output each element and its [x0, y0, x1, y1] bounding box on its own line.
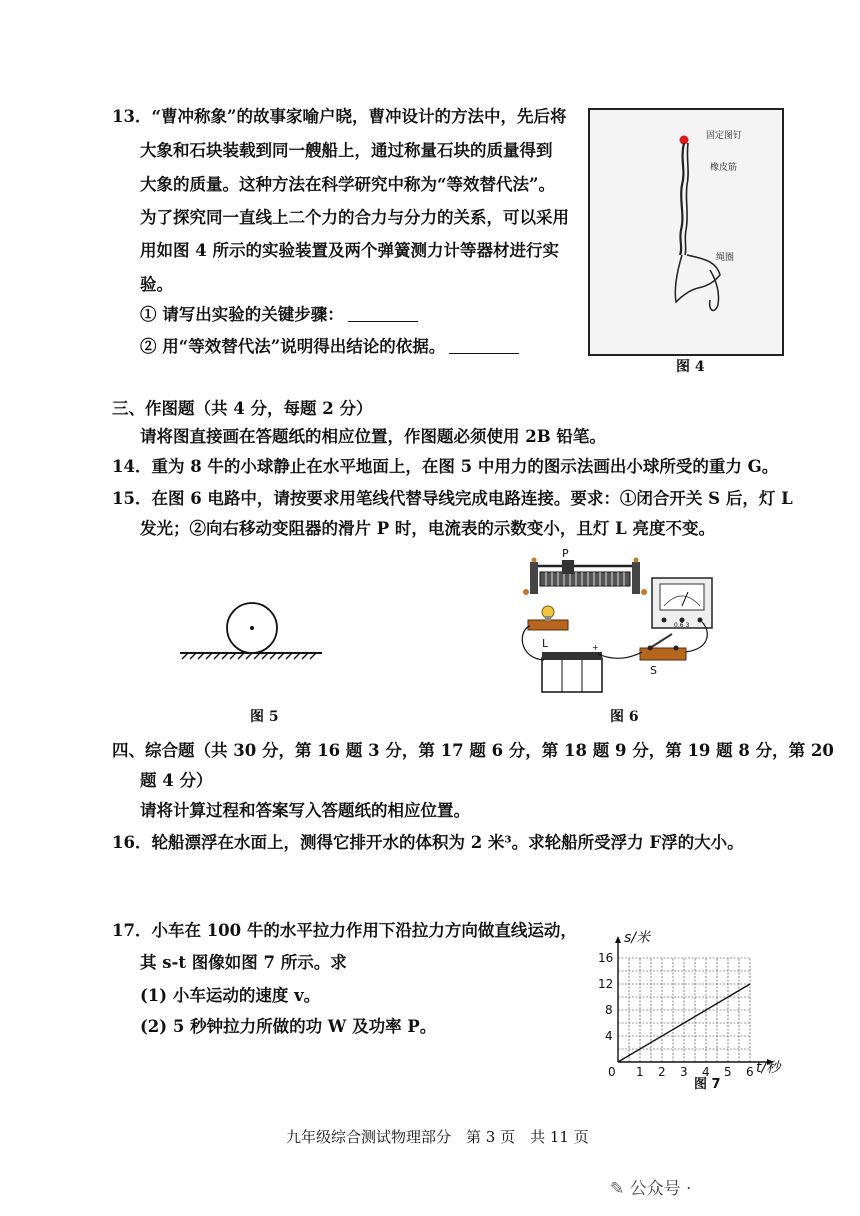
ball-center: [250, 626, 254, 630]
watermark-text: 公众号 ·: [629, 1179, 692, 1199]
q13-line-3: 大象的质量。这种方法在科学研究中称为“等效替代法”。: [140, 175, 555, 194]
rope-loop: [675, 255, 720, 302]
y-tick-label: 4: [605, 1029, 613, 1043]
svg-text:+: +: [592, 643, 599, 652]
figure-4-drawing: [590, 110, 782, 354]
q16-text: 16．轮船漂浮在水面上，测得它排开水的体积为 2 米³。求轮船所受浮力 F浮的大小。: [112, 833, 744, 852]
figure-7-chart: [596, 924, 792, 1094]
fig4-label-loop: 绳圈: [716, 253, 735, 263]
q13-sub-1-text: ① 请写出实验的关键步骤：: [140, 305, 344, 324]
figure-5: [176, 596, 324, 666]
section-4-instruction: 请将计算过程和答案写入答题纸的相应位置。: [140, 801, 470, 820]
figure-5-drawing: [176, 596, 324, 666]
figure-5-caption: 图 5: [250, 709, 279, 725]
label-s: S: [650, 664, 657, 677]
section-3-title: 三、作图题（共 4 分，每题 2 分）: [112, 399, 373, 418]
q13-line-5: 用如图 4 所示的实验装置及两个弹簧测力计等器材进行实: [140, 241, 559, 260]
section-3-instruction: 请将图直接画在答题纸的相应位置，作图题必须使用 2B 铅笔。: [140, 427, 606, 446]
figure-4-caption: 图 4: [676, 359, 705, 375]
figure-7: [596, 924, 792, 1094]
figure-6: [512, 548, 724, 698]
q17-line-2: 其 s-t 图像如图 7 所示。求: [140, 953, 347, 972]
label-l: L: [542, 637, 549, 650]
watermark: [610, 1174, 691, 1199]
page-footer: 九年级综合测试物理部分 第 3 页 共 11 页: [286, 1128, 589, 1146]
q13-sub-2: [140, 336, 519, 358]
q17-sub-2: (2) 5 秒钟拉力所做的功 W 及功率 P。: [140, 1017, 437, 1036]
q13-line-4: 为了探究同一直线上二个力的合力与分力的关系，可以采用: [140, 208, 569, 227]
figure-4: [588, 108, 784, 356]
switch: [640, 634, 686, 660]
section-4-title-1: 四、综合题（共 30 分，第 16 题 3 分，第 17 题 6 分，第 18 题 9 分，第 19 题 8 分，第 20: [112, 741, 834, 760]
q13-line-2: 大象和石块装载到同一艘船上，通过称量石块的质量得到: [140, 141, 553, 160]
fig4-label-nail: 固定图钉: [706, 131, 743, 141]
wire: [522, 626, 544, 660]
x-tick-label: 5: [724, 1065, 732, 1079]
chart-grid: [618, 958, 750, 1062]
answer-blank: [449, 337, 519, 354]
y-tick-label: 12: [598, 977, 614, 991]
x-tick-label: 3: [680, 1065, 688, 1079]
answer-blank: [348, 305, 418, 322]
fig4-label-band: 橡皮筋: [710, 163, 738, 173]
x-tick-label: 1: [636, 1065, 644, 1079]
x-tick-label: 2: [658, 1065, 666, 1079]
wechat-icon: ✎: [610, 1179, 625, 1199]
rubber-band: [680, 143, 684, 255]
y-tick-label: 8: [605, 1003, 613, 1017]
x-tick-label: 0: [608, 1065, 616, 1079]
rheostat-slider: [562, 560, 574, 574]
battery: [542, 643, 602, 692]
q13-line-1: 13．“曹冲称象”的故事家喻户晓，曹冲设计的方法中，先后将: [112, 107, 567, 126]
y-axis-arrow: [615, 936, 621, 943]
q15-line-2: 发光；②向右移动变阻器的滑片 P 时，电流表的示数变小，且灯 L 亮度不变。: [140, 519, 715, 538]
section-4-title-2: 题 4 分）: [140, 771, 213, 790]
lamp: [528, 606, 568, 630]
figure-6-caption: 图 6: [610, 709, 639, 725]
q14-text: 14．重为 8 牛的小球静止在水平地面上，在图 5 中用力的图示法画出小球所受的重力 G。: [112, 457, 779, 476]
rheostat: [523, 558, 647, 596]
ammeter-scale: 0.6 3: [674, 622, 690, 629]
rubber-band-edge: [685, 143, 688, 255]
q13-sub-2-text: ② 用“等效替代法”说明得出结论的依据。: [140, 337, 446, 356]
figure-6-drawing: [512, 548, 724, 698]
chart-x-axis-label: t/秒: [756, 1060, 781, 1076]
q17-line-1: 17．小车在 100 牛的水平拉力作用下沿拉力方向做直线运动，: [112, 921, 577, 940]
q13-sub-1: [140, 304, 418, 326]
x-tick-label: 4: [702, 1065, 710, 1079]
chart-y-axis-label: s/米: [624, 930, 651, 946]
label-p: P: [562, 548, 569, 560]
rope-tail: [710, 270, 719, 310]
y-tick-label: 16: [598, 951, 614, 965]
q17-sub-1: (1) 小车运动的速度 v。: [140, 986, 321, 1005]
wire: [598, 652, 642, 658]
x-tick-label: 6: [746, 1065, 754, 1079]
ammeter: [652, 578, 712, 628]
chart-title: 图 7: [694, 1077, 721, 1092]
q15-line-1: 15．在图 6 电路中，请按要求用笔线代替导线完成电路连接。要求：①闭合开关 S 后，灯 L: [112, 489, 793, 508]
q13-line-6: 验。: [140, 275, 173, 294]
